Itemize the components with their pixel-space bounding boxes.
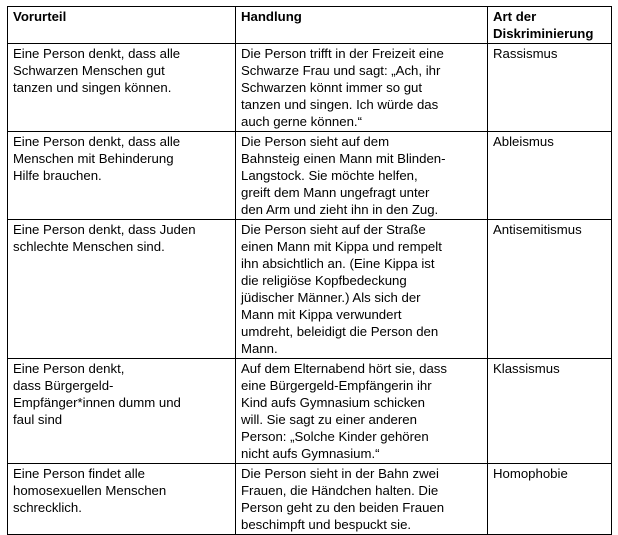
cell-prejudice: Eine Person denkt, dass Juden schlechte Menschen sind. (8, 220, 236, 359)
cell-discrimination-type: Homophobie (488, 464, 612, 535)
table-row (8, 220, 612, 359)
cell-prejudice: Eine Person denkt, dass alle Schwarzen Menschen gut tanzen und singen können. (8, 44, 236, 132)
cell-action: Auf dem Elternabend hört sie, dass eine Bürgergeld-Empfängerin ihr Kind aufs Gymnasium schicken will. Sie sagt zu einer anderen Person: „Solche Kinder gehören nicht aufs Gymnasium.“ (236, 359, 488, 464)
cell-discrimination-type: Rassismus (488, 44, 612, 132)
cell-prejudice: Eine Person findet alle homosexuellen Menschen schrecklich. (8, 464, 236, 535)
document-table-container (7, 6, 612, 535)
cell-prejudice: Eine Person denkt, dass Bürgergeld- Empfänger*innen dumm und faul sind (8, 359, 236, 464)
cell-action: Die Person sieht auf dem Bahnsteig einen Mann mit Blinden- Langstock. Sie möchte helfen, greift dem Mann ungefragt unter den Arm und zieht ihn in den Zug. (236, 132, 488, 220)
cell-discrimination-type: Antisemitismus (488, 220, 612, 359)
cell-prejudice: Eine Person denkt, dass alle Menschen mit Behinderung Hilfe brauchen. (8, 132, 236, 220)
table-row (8, 359, 612, 464)
cell-action: Die Person sieht in der Bahn zwei Frauen, die Händchen halten. Die Person geht zu den beiden Frauen beschimpft und bespuckt sie. (236, 464, 488, 535)
header-prejudice: Vorurteil (8, 7, 236, 44)
cell-action: Die Person trifft in der Freizeit eine Schwarze Frau und sagt: „Ach, ihr Schwarzen könnt immer so gut tanzen und singen. Ich würde das auch gerne können.“ (236, 44, 488, 132)
header-action: Handlung (236, 7, 488, 44)
header-discrimination-type: Art der Diskriminierung (488, 7, 612, 44)
cell-discrimination-type: Ableismus (488, 132, 612, 220)
cell-action: Die Person sieht auf der Straße einen Mann mit Kippa und rempelt ihn absichtlich an. (Eine Kippa ist die religiöse Kopfbedeckung jüdischer Männer.) Als sich der Mann mit Kippa verwundert umdreht, beleidigt die Person den Mann. (236, 220, 488, 359)
table-header-row (8, 7, 612, 44)
cell-discrimination-type: Klassismus (488, 359, 612, 464)
table-row (8, 132, 612, 220)
table-row (8, 464, 612, 535)
discrimination-table (7, 6, 612, 535)
table-row (8, 44, 612, 132)
